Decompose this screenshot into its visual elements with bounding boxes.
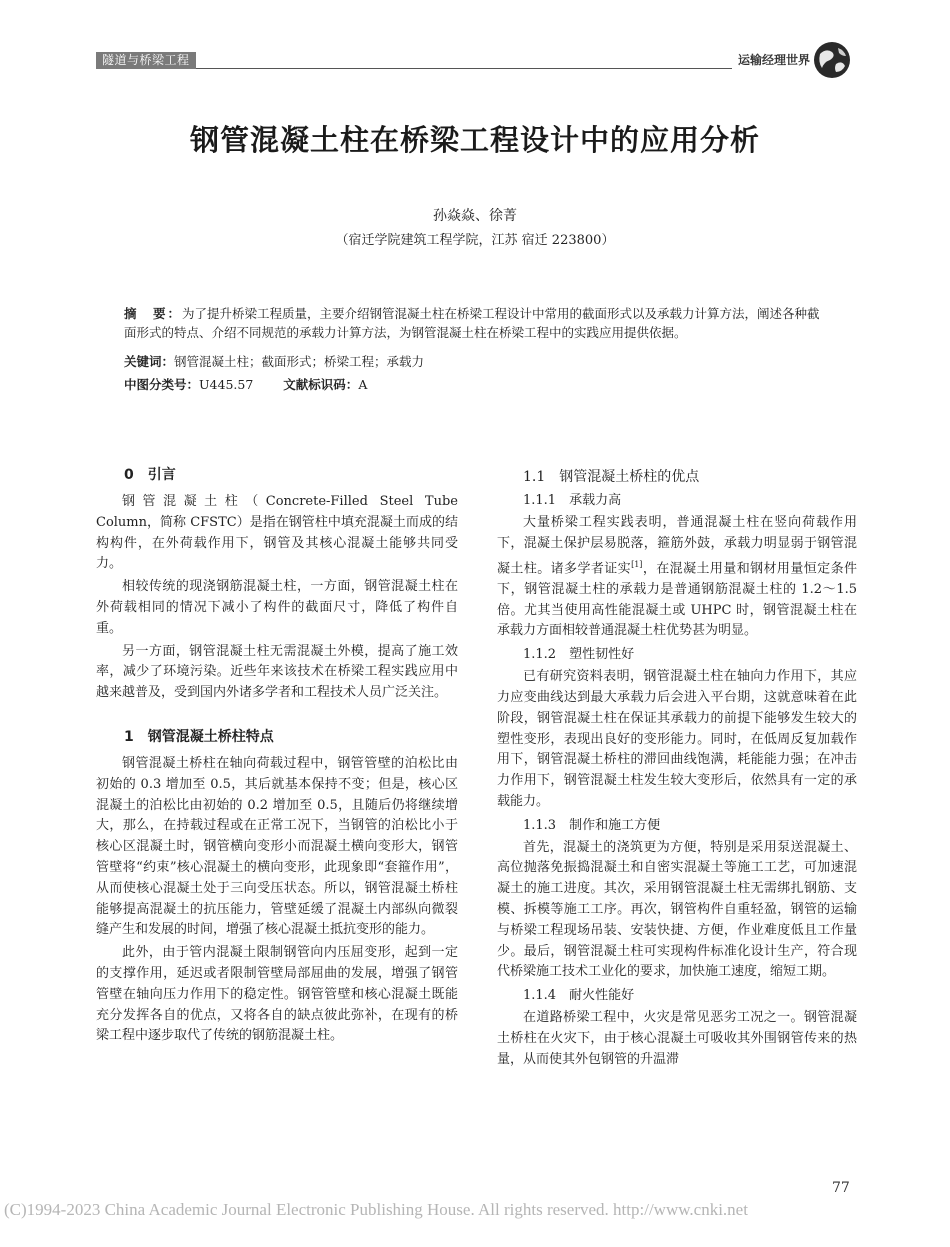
header-rule — [96, 68, 810, 69]
paragraph-text: ，在混凝土用量和钢材用量恒定条件下，钢管混凝土柱的承载力是普通钢筋混凝土柱的 1.2～1.5 倍。尤其当使用高性能混凝土或 UHPC 时，钢管混凝土柱在承载力方面相较普通混凝土柱优势甚为明显。 — [497, 560, 857, 639]
paragraph — [497, 513, 857, 642]
authors: 孙焱焱、徐菁 — [433, 208, 517, 224]
subsection-heading-advantages: 1.1 钢管混凝土桥柱的优点 — [523, 469, 700, 485]
copyright-watermark: (C)1994-2023 China Academic Journal Electronic Publishing House. All rights reserved. http://www.cnki.net — [4, 1200, 748, 1219]
subsubsection-heading: 1.1.2 塑性韧性好 — [523, 647, 635, 663]
clc-label: 中图分类号： — [124, 377, 200, 392]
paragraph: 首先，混凝土的浇筑更为方便，特别是采用泵送混凝土、高位抛落免振捣混凝土和自密实混凝土等施工工艺，可加速混凝土的施工进度。其次，采用钢管混凝土柱无需绑扎钢筋、支模、拆模等施工工序。再次，钢管构件自重轻盈，钢管的运输与桥梁工程现场吊装、安装快捷、方便，作业难度低且工作量少。最后，钢管混凝土柱可实现构件标准化设计生产，符合现代桥梁施工技术工业化的要求，加快施工速度，缩短工期。 — [497, 839, 857, 980]
citation: [1] — [631, 559, 643, 569]
paragraph: 相较传统的现浇钢筋混凝土柱，一方面，钢管混凝土柱在外荷载相同的情况下减小了构件的截面尺寸，降低了构件自重。 — [96, 579, 458, 636]
paper-title: 钢管混凝土柱在桥梁工程设计中的应用分析 — [189, 123, 760, 157]
paragraph: 在道路桥梁工程中，火灾是常见恶劣工况之一。钢管混凝土桥柱在火灾下，由于核心混凝土可吸收其外围钢管传来的热量，从而使其外包钢管的升温滞 — [497, 1010, 857, 1067]
keywords-text: 钢管混凝土柱；截面形式；桥梁工程；承载力 — [174, 354, 425, 369]
paragraph: 钢管混凝土桥柱在轴向荷载过程中，钢管管壁的泊松比由初始的 0.3 增加至 0.5，其后就基本保持不变；但是，核心区混凝土的泊松比由初始的 0.2 增加至 0.5，且随后仍将继续增大，那么，在持载过程或在正常工况下，当钢管的泊松比小于核心区混凝土时，钢管横向变形小而混凝土横向变形大，钢管管壁将“约束”核心混凝土的横向变形，此现象即“套箍作用”，从而使核心混凝土处于三向受压状态。所以，钢管混凝土桥柱能够提高混凝土的抗压能力，管壁延缓了混凝土内部纵向微裂缝产生和发展的时间，增强了核心混凝土抵抗变形的能力。 — [96, 755, 458, 938]
globe-logo-icon — [812, 40, 852, 80]
right-column — [497, 466, 857, 1073]
subsubsection-heading: 1.1.4 耐火性能好 — [523, 988, 635, 1004]
paragraph: 已有研究资料表明，钢管混凝土柱在轴向力作用下，其应力应变曲线达到最大承载力后会进入平台期，这就意味着在此阶段，钢管混凝土柱在保证其承载力的前提下能够发生较大的塑性变形，表现出良好的变形能力。同时，在低周反复加载作用下，钢管混凝土桥柱的滞回曲线饱满，耗能能力强；在冲击力作用下，钢管混凝土柱发生较大变形后，依然具有一定的承载能力。 — [497, 669, 857, 809]
doc-code-label: 文献标识码： — [283, 377, 359, 392]
journal-name: 运输经理世界 — [732, 52, 810, 69]
paragraph: 另一方面，钢管混凝土柱无需混凝土外模，提高了施工效率，减少了环境污染。近些年来该技术在桥梁工程实践应用中越来越普及，受到国内外诸多学者和工程技术人员广泛关注。 — [96, 643, 458, 701]
clc-value: U445.57 — [199, 377, 254, 392]
subsubsection-heading: 1.1.3 制作和施工方便 — [523, 817, 661, 833]
abstract-label: 摘 要： — [124, 306, 183, 321]
paragraph: 钢管混凝土柱（Concrete-Filled Steel Tube Column，简称 CFSTC）是指在钢管柱中填充混凝土而成的结构构件，在外荷载作用下，钢管及其核心混凝土能够共同受力。 — [96, 494, 458, 572]
abstract-text: 为了提升桥梁工程质量，主要介绍钢管混凝土柱在桥梁工程设计中常用的截面形式以及承载力计算方法，阐述各种截面形式的特点、介绍不同规范的承载力计算方法，为钢管混凝土柱在桥梁工程中的实践应用提供依据。 — [124, 306, 820, 340]
subsubsection-heading: 1.1.1 承载力高 — [523, 493, 622, 508]
keywords — [124, 352, 828, 371]
paragraph-text: 大量桥梁工程实践表明，普通混凝土柱在竖向荷载作用下，混凝土保护层易脱落，箍筋外鼓，承载力明显弱于钢管混凝土柱。诸多学者证实 — [497, 515, 857, 576]
keywords-label: 关键词： — [124, 354, 175, 369]
page-number: 77 — [832, 1180, 850, 1196]
section-heading-intro: 0 引言 — [124, 467, 176, 483]
section-label: 隧道与桥梁工程 — [96, 52, 196, 69]
section-heading-features: 1 钢管混凝土桥柱特点 — [124, 728, 274, 745]
affiliation: （宿迁学院建筑工程学院，江苏 宿迁 223800） — [335, 233, 615, 248]
doc-code-value: A — [358, 377, 368, 392]
classification — [124, 375, 828, 394]
paragraph: 此外，由于管内混凝土限制钢管向内压屈变形，起到一定的支撑作用，延迟或者限制管壁局部屈曲的发展，增强了钢管管壁在轴向压力作用下的稳定性。钢管管壁和核心混凝土既能充分发挥各自的优点，又将各自的缺点彼此弥补，在现有的桥梁工程中逐步取代了传统的钢筋混凝土柱。 — [96, 945, 458, 1044]
abstract — [124, 304, 828, 342]
left-column — [96, 464, 458, 1049]
